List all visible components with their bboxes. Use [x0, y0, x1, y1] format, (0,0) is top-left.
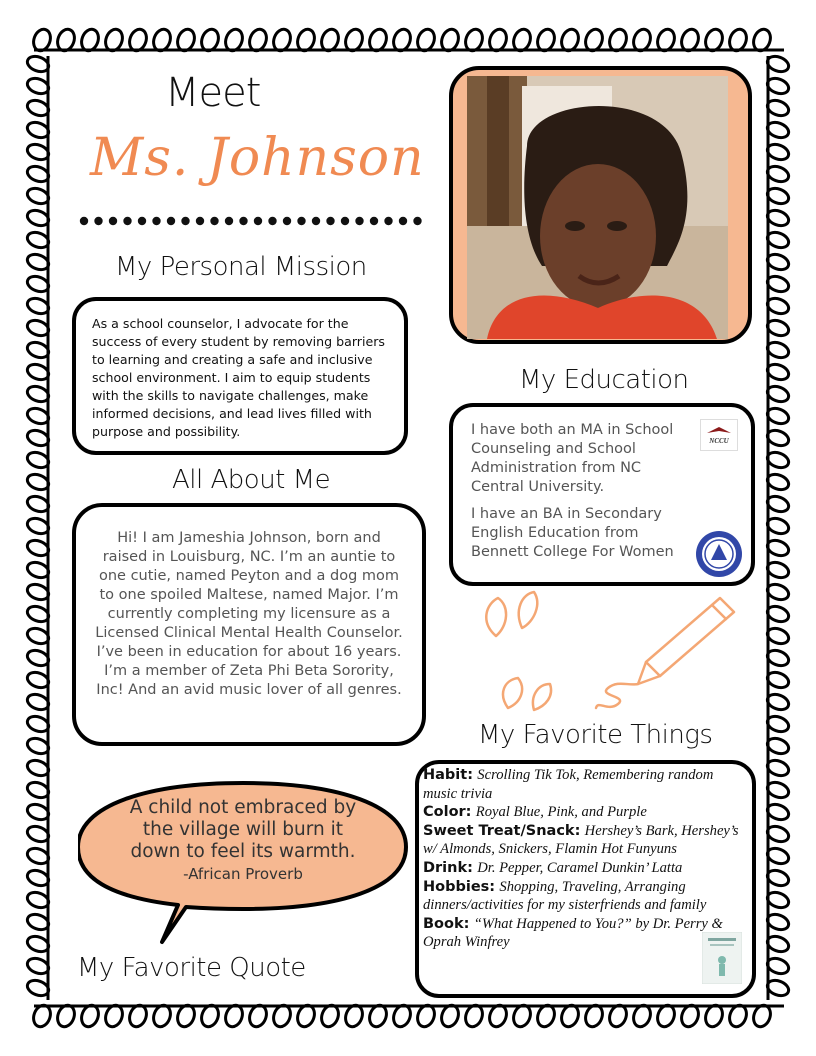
- favorites-list: [423, 766, 744, 952]
- pencil-doodle-icon: [478, 588, 748, 718]
- meet-heading: Meet: [165, 70, 261, 116]
- teacher-name-heading: Ms. Johnson: [90, 128, 425, 188]
- quote-text: A child not embraced by the village will burn it down to feel its warmth.: [129, 797, 357, 862]
- favorite-label: Sweet Treat/Snack:: [423, 822, 581, 839]
- quote-attribution: -African Proverb: [183, 865, 303, 883]
- about-heading: All About Me: [172, 465, 331, 495]
- favorite-value: Shopping, Traveling, Arranging dinners/activities for my sisterfriends and family: [423, 878, 707, 914]
- favorite-label: Drink:: [423, 859, 473, 876]
- favorite-item: [423, 803, 744, 822]
- favorite-value: “What Happened to You?” by Dr. Perry & Oprah Winfrey: [423, 915, 723, 951]
- favorite-label: Book:: [423, 915, 470, 932]
- favorite-item: [423, 915, 744, 952]
- portrait-photo: [467, 76, 728, 339]
- favorite-label: Habit:: [423, 767, 473, 783]
- nccu-logo: [700, 419, 738, 451]
- education-ma-text: I have both an MA in School Counseling and School Administration from NC Central University.: [471, 422, 674, 495]
- favorite-label: Color:: [423, 804, 472, 821]
- education-heading: My Education: [519, 365, 689, 395]
- about-box: [72, 503, 426, 746]
- mission-text: As a school counselor, I advocate for the success of every student by removing barriers to learning and creating a safe and inclusive school environment. I aim to equip students with the skills to navigate challenges, make informed decisions, and lead lives filled with purpose and possibility.: [92, 316, 385, 439]
- favorite-value: Hershey’s Bark, Hershey’s w/ Almonds, Snickers, Flamin Hot Funyuns: [423, 822, 739, 858]
- book-cover-thumbnail: [702, 932, 742, 984]
- nccu-logo-text: NCCU: [709, 437, 729, 445]
- favorite-item: [423, 859, 744, 878]
- about-text: Hi! I am Jameshia Johnson, born and raised in Louisburg, NC. I’m an auntie to one cutie, named Peyton and a dog mom to one spoiled Maltese, named Major. I’m currently completing my licensure as a Licensed Clinical Mental Health Counselor. I’ve been in education for about 16 years. I’m a member of Zeta Phi Beta Sorority, Inc! And an avid music lover of all genres.: [95, 530, 403, 698]
- favorite-value: Scrolling Tik Tok, Remembering random music trivia: [423, 767, 714, 802]
- favorite-item: [423, 822, 744, 859]
- quote-block: [118, 797, 368, 885]
- mission-heading: My Personal Mission: [115, 252, 367, 282]
- dotted-divider: [78, 214, 428, 228]
- quote-heading: My Favorite Quote: [77, 953, 306, 983]
- favorite-item: [423, 766, 744, 803]
- favorite-label: Hobbies:: [423, 878, 496, 895]
- favorite-item: [423, 878, 744, 915]
- bennett-college-seal: [695, 530, 743, 578]
- favorites-heading: My Favorite Things: [478, 720, 713, 750]
- favorite-value: Dr. Pepper, Caramel Dunkin’ Latta: [477, 859, 683, 876]
- favorite-value: Royal Blue, Pink, and Purple: [475, 804, 647, 821]
- education-ba-text: I have an BA in Secondary English Education from Bennett College For Women: [471, 506, 674, 560]
- mission-box: [72, 297, 408, 455]
- eagle-icon: [705, 425, 733, 437]
